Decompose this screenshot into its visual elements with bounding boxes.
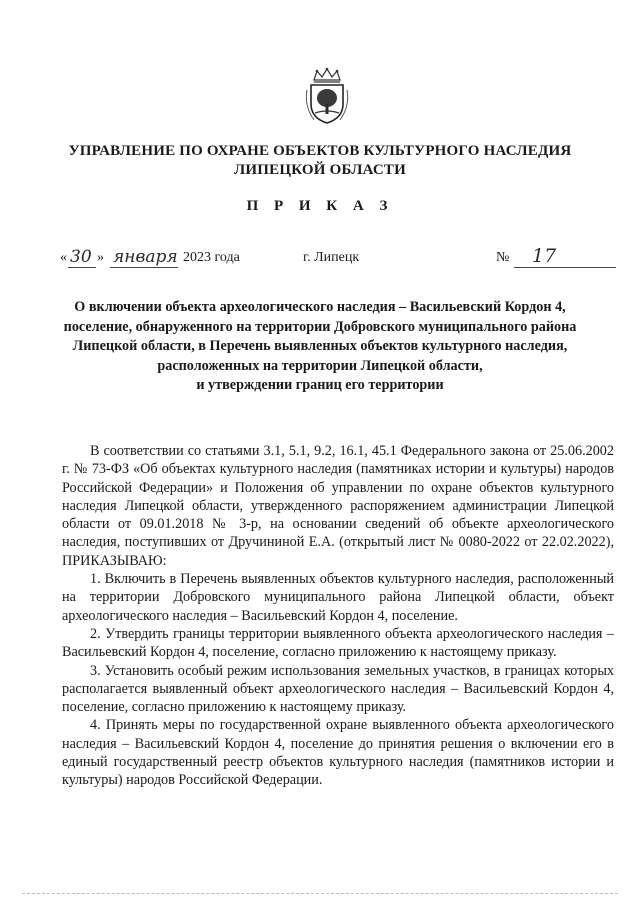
title-line: поселение, обнаруженного на территории Добровского муниципального района xyxy=(63,318,577,335)
title-line: О включении объекта археологического наследия – Васильевский Кордон 4, xyxy=(74,299,566,315)
title-line: Липецкой области, в Перечень выявленных объектов культурного наследия, xyxy=(72,338,568,354)
day-underline xyxy=(68,267,96,268)
number-label: № xyxy=(496,250,510,265)
number-underline xyxy=(514,267,616,268)
clause-4: 4. Принять меры по государственной охране выявленного объекта археологического наследия – Васильевский Кордон 4, поселение до принятия решения о включении его в единый государственный реестр объектов культурного наследия (памятников истории и культуры) народов Российской Федерации. xyxy=(62,717,614,789)
organization-region: ЛИПЕЦКОЙ ОБЛАСТИ xyxy=(234,162,406,178)
title-line: расположенных на территории Липецкой области, xyxy=(157,357,483,374)
date-day: 30 xyxy=(70,247,92,267)
title-line: и утверждении границ его территории xyxy=(196,377,444,393)
date-year: 2023 года xyxy=(183,250,240,265)
coat-of-arms-icon xyxy=(302,66,352,126)
clause-2: 2. Утвердить границы территории выявленного объекта археологического наследия – Васильевский Кордон 4, поселение, согласно приложению к настоящему приказу. xyxy=(62,625,614,661)
footer-divider xyxy=(22,893,618,894)
quote-close: » xyxy=(97,250,104,265)
document-type: П Р И К А З xyxy=(246,198,394,214)
order-number: 17 xyxy=(532,245,557,267)
order-title xyxy=(50,298,590,396)
clause-3: 3. Установить особый режим использования земельных участков, в границах которых располагается выявленный объект археологического наследия – Васильевский Кордон 4, поселение, согласно приложению к настоящему приказу. xyxy=(62,662,614,716)
order-body xyxy=(62,442,614,790)
city: г. Липецк xyxy=(303,250,360,265)
date-number-row xyxy=(0,245,640,270)
clause-1: 1. Включить в Перечень выявленных объектов культурного наследия, расположенный на территории Добровского муниципального района Липецкой области, объект археологического наследия – Васильевский Кордон 4, поселение. xyxy=(62,571,614,624)
organization-name: УПРАВЛЕНИЕ ПО ОХРАНЕ ОБЪЕКТОВ КУЛЬТУРНОГО НАСЛЕДИЯ xyxy=(68,143,572,159)
date-month: января xyxy=(113,247,178,267)
preamble-paragraph: В соответствии со статьями 3.1, 5.1, 9.2, 16.1, 45.1 Федерального закона от 25.06.2002 г. № 73-ФЗ «Об объектах культурного наследия (памятниках истории и культуры) народов Российской Федерации» и Положения об управлении по охране объектов культурного наследия Липецкой области, утвержденного распоряжением администрации Липецкой области от 09.01.2018 № 3-р, на основании сведений об объекте археологического наследия, поступивших от Дручининой Е.А. (открытый лист № 0080-2022 от 22.02.2022), ПРИКАЗЫВАЮ: xyxy=(62,443,614,569)
month-underline xyxy=(110,267,178,268)
quote-open: « xyxy=(60,250,67,265)
